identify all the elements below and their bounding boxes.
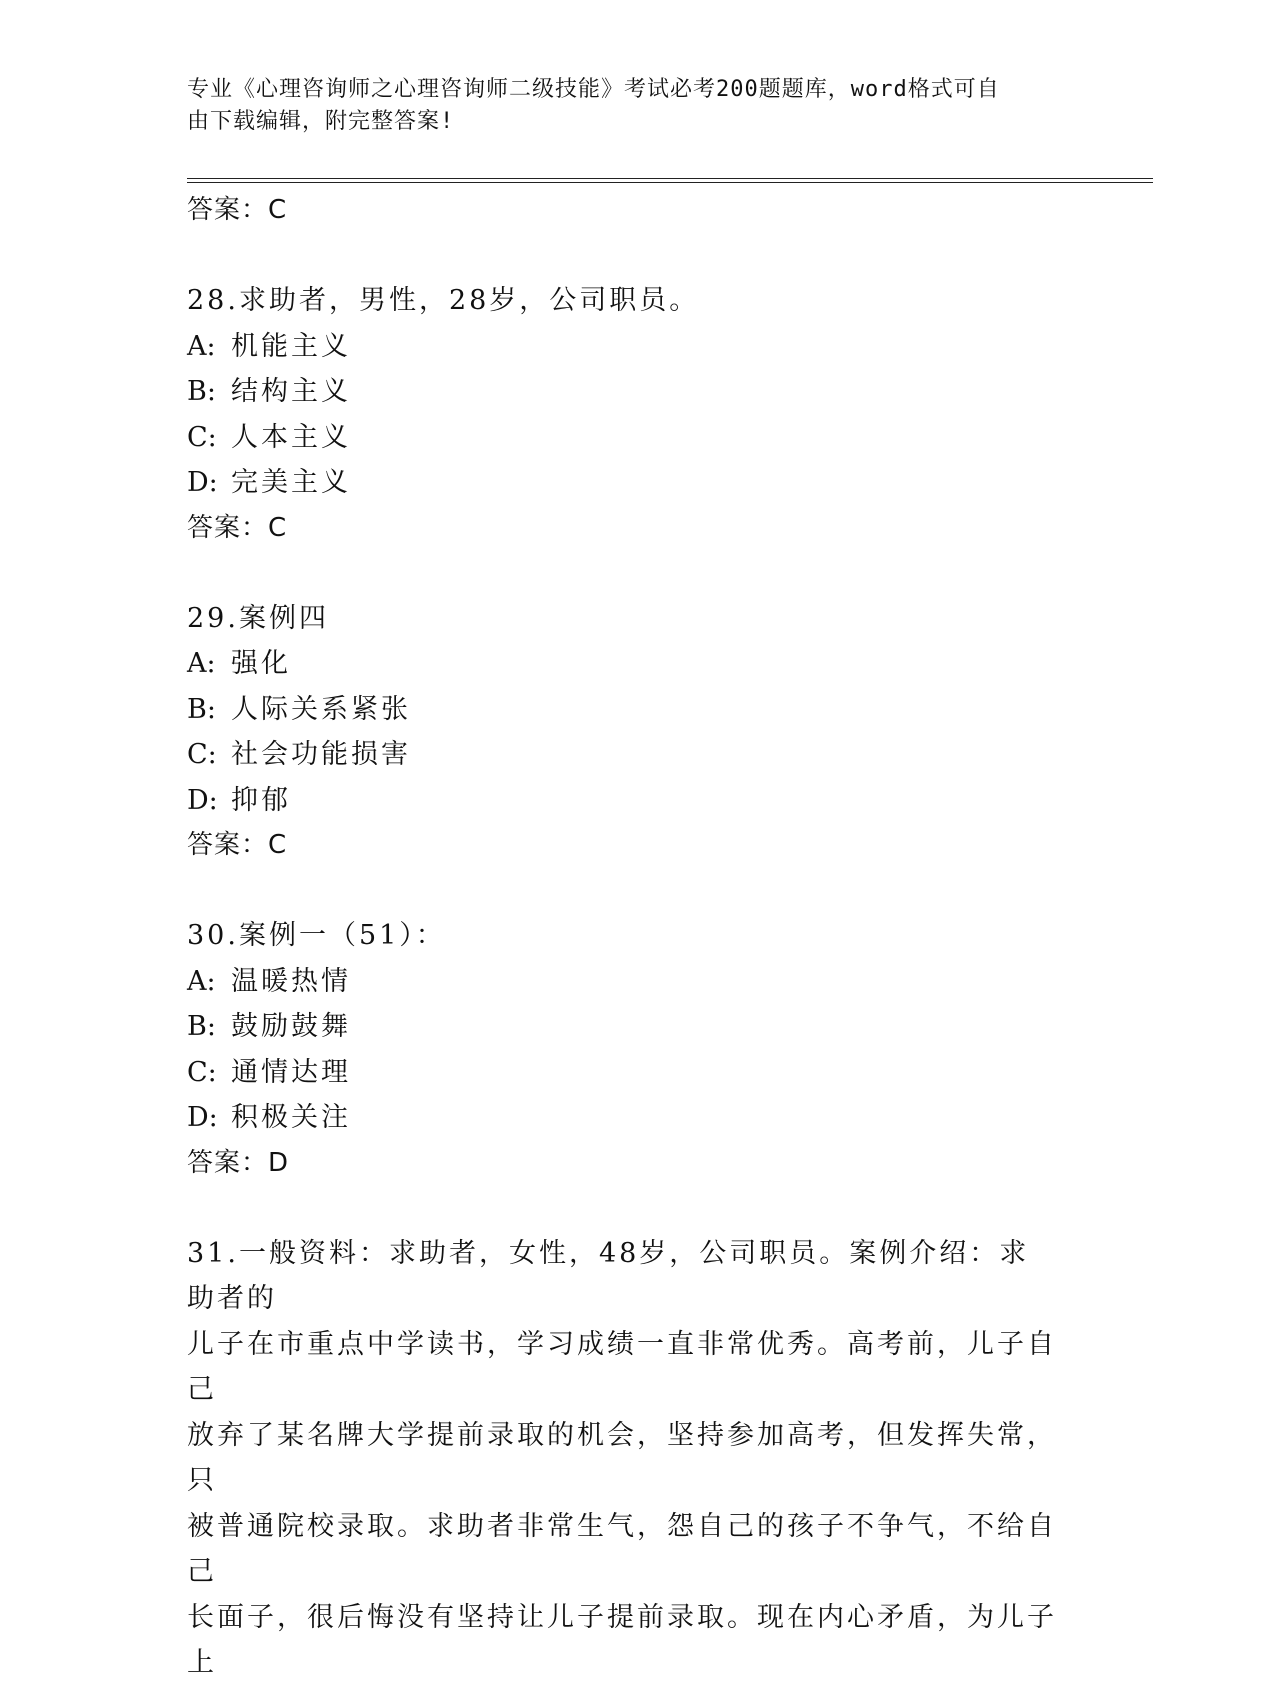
option-text: 机能主义 — [231, 330, 351, 362]
option-d — [187, 460, 1087, 506]
option-letter: B: — [187, 693, 216, 725]
question-stem: 28.求助者，男性，28岁，公司职员。 — [187, 285, 700, 316]
question-28 — [187, 278, 1087, 550]
spacer — [187, 1185, 1087, 1231]
option-a — [187, 324, 1087, 370]
question-stem: 30.案例一（51）： — [187, 920, 446, 951]
question-30 — [187, 913, 1087, 1185]
spacer — [187, 232, 1087, 278]
question-stem: 29.案例四 — [187, 602, 329, 634]
option-letter: C: — [187, 421, 217, 453]
option-text: 温暖热情 — [231, 965, 351, 997]
option-letter: B: — [187, 1011, 216, 1042]
question-31-line: 被普通院校录取。求助者非常生气，怨自己的孩子不争气，不给自己 — [187, 1510, 1057, 1587]
option-text: 通情达理 — [231, 1056, 351, 1088]
option-letter: C: — [187, 1056, 217, 1088]
question-31-line: 放弃了某名牌大学提前录取的机会，坚持参加高考，但发挥失常，只 — [187, 1419, 1057, 1496]
option-letter: D: — [187, 1102, 218, 1133]
option-letter: D: — [187, 784, 218, 816]
spacer — [187, 867, 1087, 913]
option-b — [187, 687, 1087, 733]
option-letter: A: — [187, 330, 216, 362]
question-31-line: 长面子，很后悔没有坚持让儿子提前录取。现在内心矛盾，为儿子上 — [187, 1601, 1057, 1678]
option-a — [187, 641, 1087, 687]
answer-28: 答案：C — [187, 512, 288, 543]
option-text: 结构主义 — [231, 376, 351, 407]
option-text: 鼓励鼓舞 — [231, 1011, 351, 1042]
answer-27: 答案：C — [187, 195, 288, 225]
question-29 — [187, 596, 1087, 868]
header-divider-bottom — [187, 182, 1153, 183]
option-d — [187, 778, 1087, 824]
option-letter: B: — [187, 376, 216, 407]
option-a — [187, 959, 1087, 1005]
option-c — [187, 1050, 1087, 1096]
option-text: 积极关注 — [231, 1102, 351, 1133]
option-text: 人本主义 — [231, 421, 351, 453]
header-divider-top — [187, 178, 1153, 179]
option-c — [187, 415, 1087, 461]
header-line-2: 由下载编辑，附完整答案! — [187, 109, 455, 134]
question-31 — [187, 1231, 1057, 1686]
option-letter: A: — [187, 965, 216, 997]
option-text: 完美主义 — [231, 467, 351, 498]
option-b — [187, 1004, 1087, 1050]
option-text: 社会功能损害 — [231, 739, 411, 770]
page-header — [187, 74, 1087, 138]
question-31-line: 儿子在市重点中学读书，学习成绩一直非常优秀。高考前，儿子自己 — [187, 1328, 1057, 1405]
option-letter: C: — [187, 739, 217, 770]
option-letter: A: — [187, 648, 216, 679]
spacer — [187, 550, 1087, 596]
option-text: 强化 — [231, 648, 291, 679]
answer-30: 答案：D — [187, 1147, 290, 1178]
answer-29: 答案：C — [187, 830, 288, 860]
question-31-line: 31.一般资料：求助者，女性，48岁，公司职员。案例介绍：求助者的 — [187, 1237, 1030, 1314]
option-text: 抑郁 — [231, 784, 291, 816]
option-b — [187, 369, 1087, 415]
option-c — [187, 732, 1087, 778]
header-line-1: 专业《心理咨询师之心理咨询师二级技能》考试必考200题题库，word格式可自 — [187, 77, 1000, 102]
option-d — [187, 1095, 1087, 1141]
page-content — [187, 188, 1087, 1686]
option-letter: D: — [187, 467, 218, 498]
option-text: 人际关系紧张 — [231, 693, 411, 725]
